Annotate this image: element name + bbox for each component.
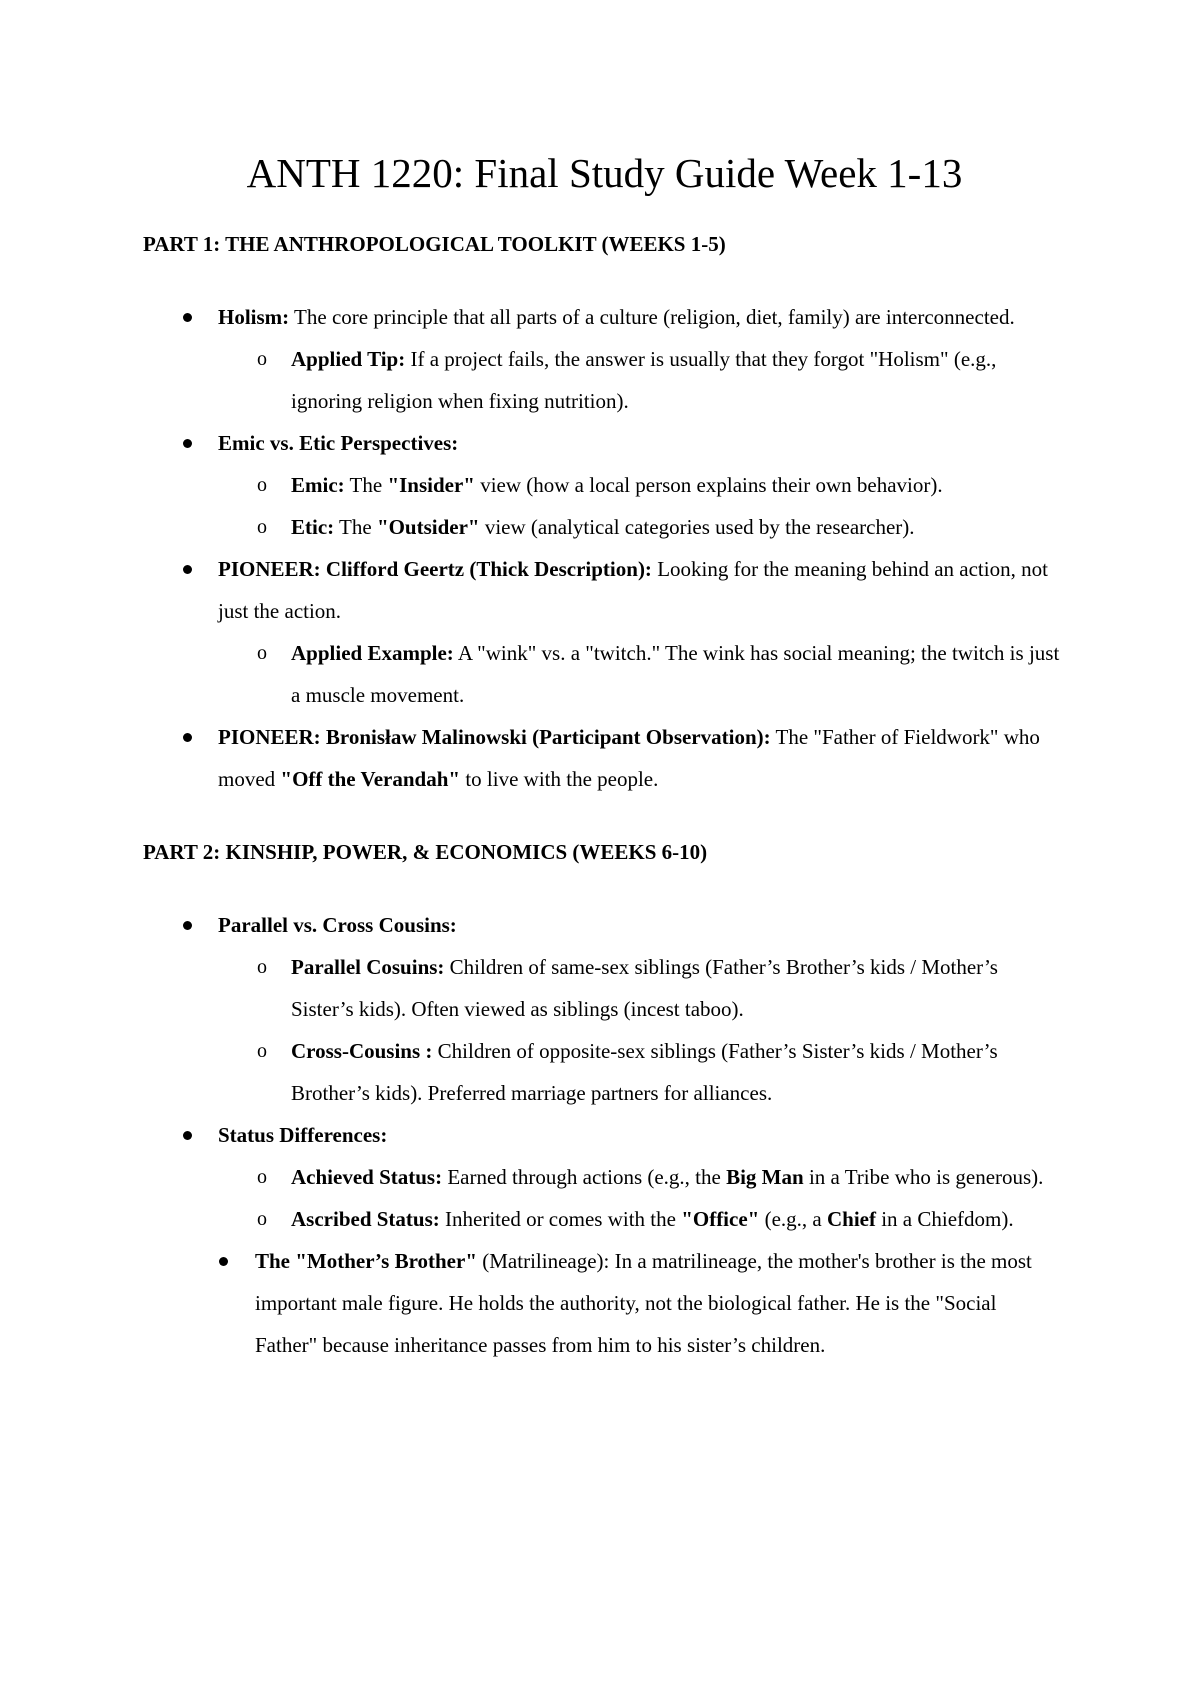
bullet-icon xyxy=(183,439,192,448)
bullet-status xyxy=(143,1114,1060,1240)
part-2-list xyxy=(143,904,1060,1366)
sub-item-etic xyxy=(218,506,1060,548)
sub-item-achieved-status xyxy=(218,1156,1060,1198)
cross-cousins-text: Children of opposite-sex siblings (Father’s Sister’s kids / Mother’s Brother’s kids). Preferred marriage partners for alliances. xyxy=(291,1039,998,1105)
bullet-mothers-brother xyxy=(143,1240,1060,1366)
term-emic-etic: Emic vs. Etic Perspectives: xyxy=(218,431,459,455)
parallel-cousins-text: Children of same-sex siblings (Father’s Brother’s kids / Mother’s Sister’s kids). Often viewed as siblings (incest taboo). xyxy=(291,955,998,1021)
emic-text-post: view (how a local person explains their own behavior). xyxy=(474,473,943,497)
sub-bullet-icon: o xyxy=(257,642,267,664)
etic-text-pre: The xyxy=(334,515,377,539)
term-emic: Emic: xyxy=(291,473,345,497)
term-geertz: PIONEER: Clifford Geertz (Thick Description): xyxy=(218,557,652,581)
sub-item-parallel-cousins xyxy=(218,946,1060,1030)
cousins-sublist xyxy=(218,946,1060,1114)
sub-bullet-icon: o xyxy=(257,516,267,538)
term-status: Status Differences: xyxy=(218,1123,388,1147)
malinowski-verandah: "Off the Verandah" xyxy=(280,767,461,791)
term-parallel-cousins: Parallel Cosuins: xyxy=(291,955,445,979)
bullet-emic-etic xyxy=(143,422,1060,548)
term-achieved-status: Achieved Status: xyxy=(291,1165,443,1189)
malinowski-text-pre: The "Father of Fieldwork" who moved xyxy=(218,725,1040,791)
etic-text-post: view (analytical categories used by the researcher). xyxy=(479,515,915,539)
sub-bullet-icon: o xyxy=(257,1040,267,1062)
ascribed-text-pre: Inherited or comes with the xyxy=(439,1207,682,1231)
sub-bullet-icon: o xyxy=(257,956,267,978)
sub-item-applied-example xyxy=(218,632,1060,716)
bullet-holism xyxy=(143,296,1060,422)
part-1-list xyxy=(143,296,1060,800)
term-malinowski: PIONEER: Bronisław Malinowski (Participant Observation): xyxy=(218,725,771,749)
ascribed-text-mid: (e.g., a xyxy=(759,1207,827,1231)
term-mothers-brother: The "Mother’s Brother" xyxy=(255,1249,477,1273)
term-applied-example: Applied Example: xyxy=(291,641,454,665)
mothers-brother-text: (Matrilineage): In a matrilineage, the mother's brother is the most important male figure. He holds the authority, not the biological father. He is the "Social Father" because inheritance passes from him to his sister’s children. xyxy=(255,1249,1032,1357)
ascribed-chief: Chief xyxy=(826,1207,876,1231)
ascribed-text-post: in a Chiefdom). xyxy=(875,1207,1014,1231)
etic-outsider: "Outsider" xyxy=(376,515,480,539)
term-etic: Etic: xyxy=(291,515,335,539)
term-ascribed-status: Ascribed Status: xyxy=(291,1207,440,1231)
bullet-cousins xyxy=(143,904,1060,1114)
sub-item-applied-tip xyxy=(218,338,1060,422)
applied-example-text: A "wink" vs. a "twitch." The wink has social meaning; the twitch is just a muscle movement. xyxy=(291,641,1060,707)
bullet-geertz xyxy=(143,548,1060,716)
term-cross-cousins: Cross-Cousins : xyxy=(291,1039,433,1063)
bullet-icon xyxy=(183,1131,192,1140)
bullet-icon xyxy=(219,1257,228,1266)
term-holism: Holism: xyxy=(218,305,290,329)
emic-text-pre: The xyxy=(344,473,388,497)
sub-bullet-icon: o xyxy=(257,348,267,370)
emic-etic-sublist xyxy=(218,464,1060,548)
bullet-malinowski xyxy=(143,716,1060,800)
status-sublist xyxy=(218,1156,1060,1240)
term-applied-tip: Applied Tip: xyxy=(291,347,406,371)
achieved-big-man: Big Man xyxy=(726,1165,804,1189)
sub-item-ascribed-status xyxy=(218,1198,1060,1240)
bullet-icon xyxy=(183,921,192,930)
bullet-icon xyxy=(183,565,192,574)
sub-bullet-icon: o xyxy=(257,474,267,496)
term-cousins: Parallel vs. Cross Cousins: xyxy=(218,913,457,937)
applied-tip-text: If a project fails, the answer is usually that they forgot "Holism" (e.g., ignoring religion when fixing nutrition). xyxy=(291,347,997,413)
bullet-icon xyxy=(183,733,192,742)
malinowski-text-post: to live with the people. xyxy=(460,767,659,791)
section-heading-part-2: PART 2: KINSHIP, POWER, & ECONOMICS (WEEKS 6-10) xyxy=(143,840,708,864)
geertz-sublist xyxy=(218,632,1060,716)
document-title: ANTH 1220: Final Study Guide Week 1-13 xyxy=(246,150,963,196)
sub-item-emic xyxy=(218,464,1060,506)
achieved-text-post: in a Tribe who is generous). xyxy=(803,1165,1044,1189)
emic-insider: "Insider" xyxy=(387,473,475,497)
holism-definition: The core principle that all parts of a culture (religion, diet, family) are interconnected. xyxy=(289,305,1015,329)
sub-bullet-icon: o xyxy=(257,1166,267,1188)
geertz-definition: Looking for the meaning behind an action, not just the action. xyxy=(218,557,1048,623)
holism-sublist xyxy=(218,338,1060,422)
bullet-icon xyxy=(183,313,192,322)
section-heading-part-1: PART 1: THE ANTHROPOLOGICAL TOOLKIT (WEEKS 1-5) xyxy=(143,232,726,256)
ascribed-office: "Office" xyxy=(681,1207,760,1231)
sub-bullet-icon: o xyxy=(257,1208,267,1230)
sub-item-cross-cousins xyxy=(218,1030,1060,1114)
achieved-text-pre: Earned through actions (e.g., the xyxy=(442,1165,727,1189)
